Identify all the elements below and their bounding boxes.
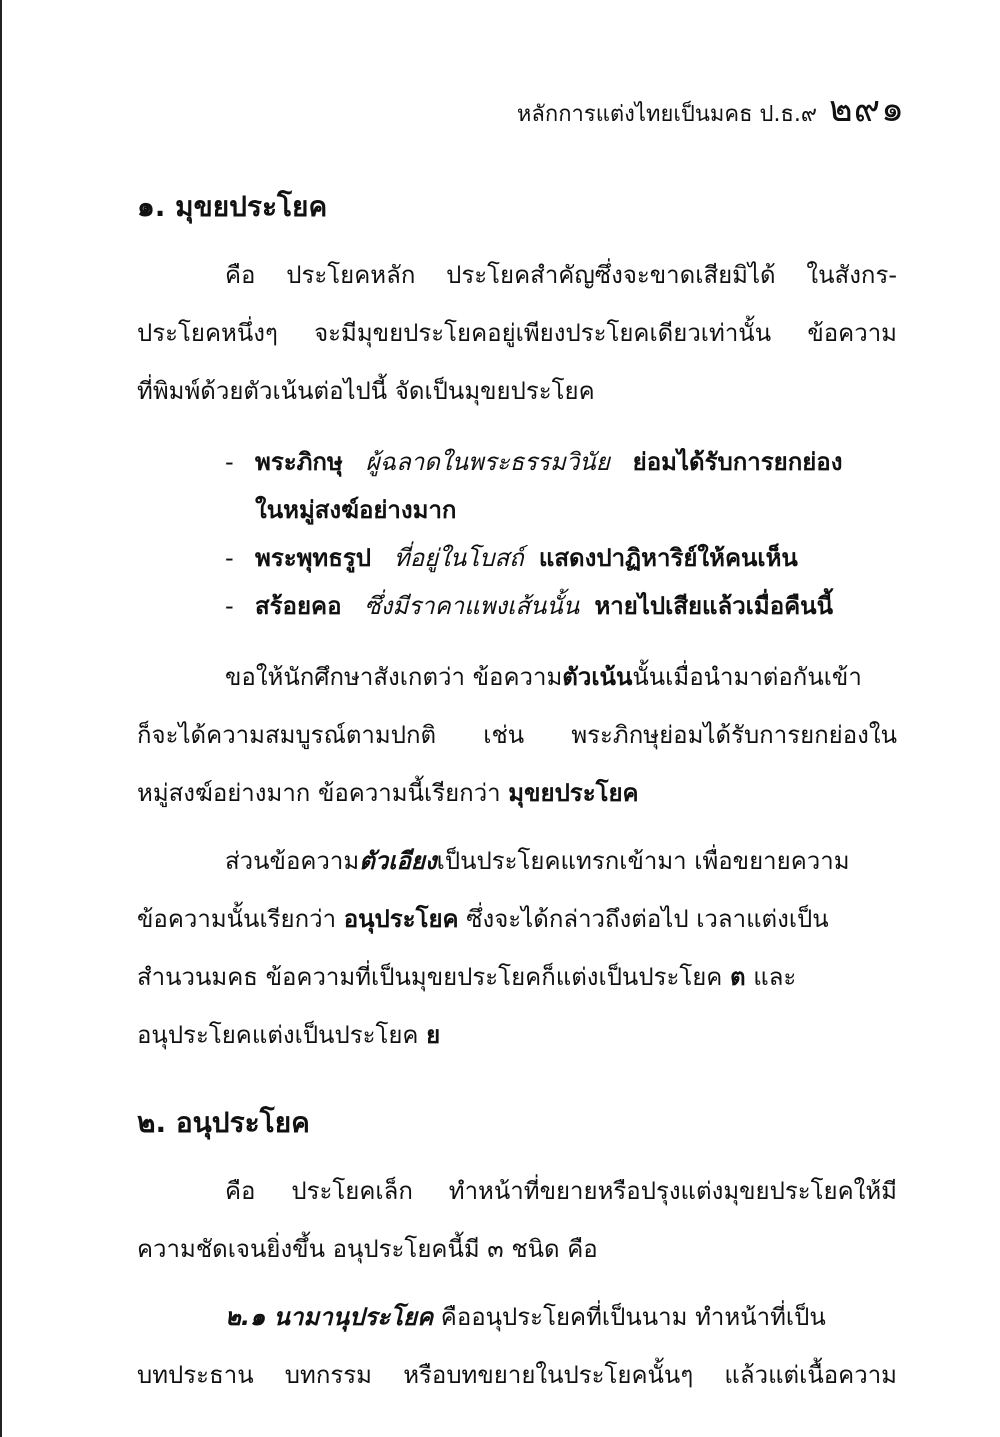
subsection-label: ๒.๑ นามานุประโยค: [225, 1303, 434, 1331]
text-line: [137, 648, 897, 706]
main-clause-continuation: ในหมู่สงฆ์อย่างมาก: [255, 496, 457, 524]
text-run: และ: [745, 963, 797, 991]
text-line: บทประธาน บทกรรม หรือบทขยายในประโยคนั้นๆ แล้วแต่เนื้อความ: [137, 1361, 897, 1389]
sub-clause: ผู้ฉลาดในพระธรรมวินัย: [365, 448, 610, 476]
page-number: ๒๙๑: [829, 89, 905, 130]
term-bold: ต: [730, 963, 746, 991]
main-clause-predicate: แสดงปาฏิหาริย์ให้คนเห็น: [538, 544, 798, 572]
main-clause-subject: สร้อยคอ: [255, 592, 342, 620]
text-line: คือ ประโยคหลัก ประโยคสำคัญซึ่งจะขาดเสียมิได้ ในสังกร-: [225, 261, 897, 289]
dash-marker: -: [225, 448, 234, 476]
text-line: ที่พิมพ์ด้วยตัวเน้นต่อไปนี้ จัดเป็นมุขยประโยค: [137, 377, 595, 405]
text-line: ก็จะได้ความสมบูรณ์ตามปกติ เช่น พระภิกษุย่อมได้รับการยกย่องใน: [137, 721, 897, 749]
example-item-1-continuation: [137, 486, 897, 534]
text-run: ขอให้นักศึกษาสังเกตว่า ข้อความ: [225, 663, 563, 691]
text-run: เป็นประโยคแทรกเข้ามา เพื่อขยายความ: [436, 847, 850, 875]
section-1-paragraph-2: [137, 648, 897, 822]
page-header: [517, 80, 905, 137]
section-1-paragraph-1: [137, 246, 897, 420]
main-clause-subject: พระภิกษุ: [255, 448, 343, 476]
sub-clause: ซึ่งมีราคาแพงเส้นนั้น: [364, 592, 580, 620]
main-clause-subject: พระพุทธรูป: [255, 544, 372, 572]
text-run: นั้นเมื่อนำมาต่อกันเข้า: [632, 663, 862, 691]
main-clause-predicate: หายไปเสียแล้วเมื่อคืนนี้: [594, 592, 833, 620]
emphasis-bold-italic: ตัวเอียง: [359, 847, 437, 875]
text-run: ข้อความนั้นเรียกว่า: [137, 905, 344, 933]
text-run: ส่วนข้อความ: [225, 847, 360, 875]
section-2-paragraph-1: [137, 1162, 897, 1278]
text-line: [137, 890, 897, 948]
text-run: หมู่สงฆ์อย่างมาก ข้อความนี้เรียกว่า: [137, 779, 509, 807]
example-list: [137, 438, 897, 630]
text-line: [137, 948, 897, 1006]
example-item-3: [137, 582, 897, 630]
running-head: หลักการแต่งไทยเป็นมคธ ป.ธ.๙: [516, 102, 818, 127]
text-run: ซึ่งจะได้กล่าวถึงต่อไป เวลาแต่งเป็น: [458, 905, 829, 933]
section-2-paragraph-2: [137, 1288, 897, 1404]
text-line: [137, 832, 897, 890]
dash-marker: -: [225, 544, 234, 572]
text-line: ความชัดเจนยิ่งขึ้น อนุประโยคนี้มี ๓ ชนิด คือ: [137, 1235, 598, 1263]
text-line: [137, 1006, 897, 1064]
dash-marker: -: [225, 592, 234, 620]
page-left-edge: [0, 0, 2, 1437]
text-run: สำนวนมคธ ข้อความที่เป็นมุขยประโยคก็แต่งเป็นประโยค: [137, 963, 730, 991]
text-line: คือ ประโยคเล็ก ทำหน้าที่ขยายหรือปรุงแต่งมุขยประโยคให้มี: [225, 1177, 897, 1205]
section-1-paragraph-3: [137, 832, 897, 1064]
main-clause-predicate: ย่อมได้รับการยกย่อง: [632, 448, 843, 476]
emphasis-bold: ตัวเน้น: [562, 663, 633, 691]
example-item-2: [137, 534, 897, 582]
section-1-heading: ๑. มุขยประโยค: [137, 190, 328, 223]
section-2-heading: ๒. อนุประโยค: [137, 1106, 310, 1139]
sub-clause: ที่อยู่ในโบสถ์: [393, 544, 524, 572]
term-bold: มุขยประโยค: [508, 779, 639, 807]
text-run: คืออนุประโยคที่เป็นนาม ทำหน้าที่เป็น: [433, 1303, 826, 1331]
page-body: [137, 178, 897, 1404]
term-bold: อนุประโยค: [343, 905, 459, 933]
example-item-1: [137, 438, 897, 486]
text-line: ประโยคหนึ่งๆ จะมีมุขยประโยคอยู่เพียงประโยคเดียวเท่านั้น ข้อความ: [137, 319, 897, 347]
text-run: อนุประโยคแต่งเป็นประโยค: [137, 1021, 427, 1049]
term-bold: ย: [426, 1021, 441, 1049]
text-line: [137, 1288, 897, 1346]
text-line: [137, 764, 897, 822]
